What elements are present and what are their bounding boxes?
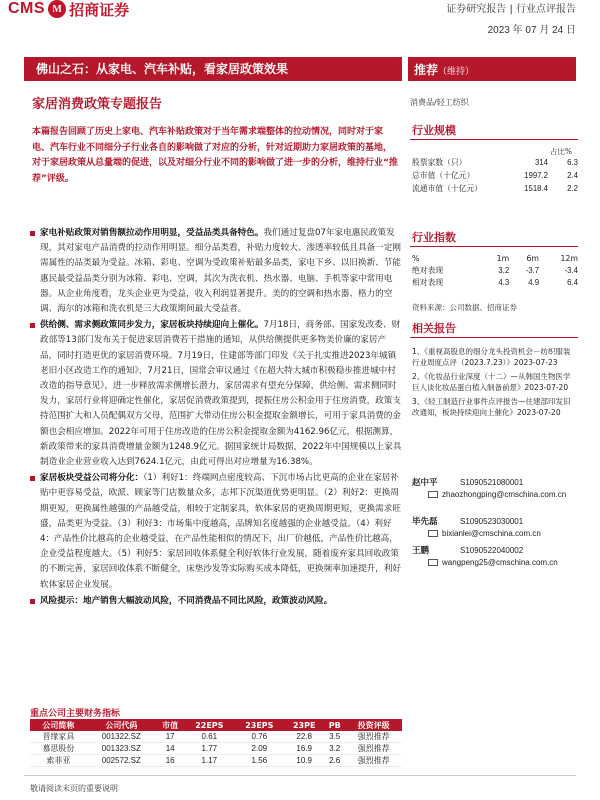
report-date: 2023 年 07 月 24 日 (487, 25, 576, 36)
footer-disclaimer: 敬请阅读末页的重要说明 (30, 784, 118, 793)
company-code: 002572.SZ (101, 756, 141, 765)
index-section-title: 行业指数 (412, 231, 456, 244)
scale-section-title: 行业规模 (412, 124, 456, 137)
analyst-cert-code: S1090521080001 (460, 478, 524, 487)
companies-section-title: 重点公司主要财务指标 (30, 709, 121, 719)
column-header: % (412, 253, 420, 263)
scale-label: 股票家数（只） (412, 158, 467, 167)
report-type: 证券研究报告 | 行业点评报告 (446, 4, 576, 15)
analyst-name: 毕先磊 (412, 517, 438, 527)
column-header: 23PE (292, 720, 316, 730)
industry-label: 消费品/轻工纺织 (410, 98, 469, 107)
company-name: 慕思股份 (42, 744, 75, 753)
column-header: 1m (496, 253, 510, 263)
key-point-body: （1）利好1：终端网点密度较高、下沉市场占比更高的企业在家居补贴中更容易受益，欧派、顾家等门店数量众多，志邦下沉渠道优势更明显。（2）利好2：更换周期更短，更换属性越强的产品越受益，相较于定制家具，软体家居的更换周期更短，更换需求旺盛，品类更为受益。（3）利好3：市场集中度越高，品牌知名度越强的企业越受益。（4）利好4：产品性价比越高的企业越受益，在产品性能相似的情况下，出厂价越低，产品性价比越高，企业受益程度越大。（5）利好5：家居回收体系健全利好软体行业发展，随着废弃家具回收政策的不断完善，家居回收体系不断健全，床垫沙发等实际购买成本降低，更换频率加速提升，利好软体家居企业发展。 (40, 473, 401, 590)
market-cap: 17 (165, 732, 175, 741)
column-header: 公司代码 (105, 720, 138, 730)
eps-22: 1.17 (201, 756, 218, 765)
envelope-icon (428, 559, 438, 566)
related-section-title: 相关报告 (412, 322, 456, 335)
key-point-lead: 家电补贴政策对销售额拉动作用明显，受益品类具备特色。 (40, 228, 264, 238)
analyst-block (412, 544, 578, 567)
perf-value: -3.7 (525, 265, 540, 275)
table-row (412, 169, 578, 182)
section-divider (410, 337, 578, 338)
market-cap: 16 (165, 756, 175, 765)
logo-latin: CMS (8, 0, 46, 17)
market-cap: 14 (165, 744, 175, 753)
perf-value: 3.2 (498, 265, 510, 275)
key-points (30, 226, 402, 610)
scale-share: 2.4 (567, 171, 578, 180)
related-report-item: 1、《重视高股息的细分龙头投资机会－纺织服装行业周度点评（2023.7.23）》2023-07-23 (412, 347, 571, 367)
eps-23: 0.76 (251, 732, 268, 741)
table-row (412, 276, 578, 288)
column-header: 22EPS (195, 720, 224, 730)
scale-label: 流通市值（十亿元） (412, 184, 483, 193)
scale-share: 2.2 (567, 184, 578, 193)
column-header: 公司简称 (42, 720, 75, 730)
pb: 2.6 (329, 756, 341, 765)
key-point-body: 7月18日，商务部、国家发改委、财政部等13部门发布关于促进家居消费若干措施的通知，从供给侧提供更多物美价廉的家居产品，同时打造更优的家居消费环境。7月19日，住建部等部门印发《关于扎实推进2023年城镇老旧小区改造工作的通知》，7月21日，国常会审议通过《在超大特大城市积极稳步推进城中村改造的指导意见》，进一步释放需求侧增长潜力，家居需求有望充分保障，供给侧、需求侧同时发力，家居行业将迎确定性催化，家居促消费政策提到，提振住房公积金用于住房消费，政策支持范围扩大和人员配偶双方父母，范围扩大带动住房公积金提取金额增长，可用于家具消费的金额也会相应增加。2022年可用于住房改造的住房公积金提取金额为4162.96亿元，根据测算，新政策带来的家具消费增量金额为1248.9亿元。据国家统计局数据，2022年中国规模以上家具制造业企业营业收入达到7624.1亿元，由此可得出对应增量为16.38%。 (40, 320, 402, 468)
scale-table (412, 156, 578, 195)
logo-emblem-icon: M (48, 0, 66, 18)
key-point-body: 我们通过复盘07年家电惠民政策发现，其对家电产品消费的拉动作用明显。细分品类看，补贴力度较大、渗透率较低且具备一定刚需属性的品类最为受益。冰箱、彩电、空调为受政策补贴最多品类，家电下乡、以旧换新、节能惠民最受益品类分别为冰箱、彩电、空调，其次为洗衣机、热水器、电脑、手机等家中常用电器。从企业角度看，龙头企业更为受益，收入利润显著提升。美的的空调和热水器、格力的空调、海尔的冰箱和洗衣机是三大政策期间最大受益者。 (40, 228, 401, 315)
pe-23: 10.9 (296, 756, 312, 765)
analyst-block (412, 476, 578, 499)
table-header-row (30, 719, 402, 731)
analyst-email-line (412, 529, 578, 538)
envelope-icon (428, 491, 438, 498)
perf-value: 4.9 (528, 277, 540, 287)
analyst-email-line (412, 558, 578, 567)
section-divider (410, 246, 578, 247)
key-point-lead: 家居板块受益公司将分化： (40, 473, 144, 484)
related-reports-list (412, 346, 578, 421)
report-meta (446, 0, 576, 36)
column-header: 12m (560, 253, 578, 263)
column-header: PB (328, 720, 341, 730)
row-label: 相对表现 (412, 277, 444, 287)
analyst-name: 赵中平 (412, 478, 438, 488)
column-header: 23EPS (245, 720, 274, 730)
company-name: 晋缘家具 (42, 732, 75, 741)
pe-23: 22.8 (296, 732, 312, 741)
analyst-cert-code: S1090522040002 (460, 546, 524, 555)
key-point (30, 318, 402, 470)
eps-23: 2.09 (251, 744, 268, 753)
scale-value: 1997.2 (524, 171, 548, 180)
table-row (412, 156, 578, 169)
pb: 3.2 (329, 744, 341, 753)
rating-note: （维持） (438, 67, 475, 77)
report-subtitle: 家居消费政策专题报告 (32, 97, 163, 112)
company-name: 索菲亚 (46, 756, 71, 765)
eps-22: 1.77 (201, 744, 218, 753)
analyst-email[interactable]: wangpeng25@cmschina.com.cn (442, 558, 558, 567)
scale-value: 1518.4 (524, 184, 548, 193)
risk-warning-text: 风险提示：地产销售大幅波动风险，不同消费品不同比风险，政策波动风险。 (40, 595, 333, 606)
logo-chinese: 招商证券 (69, 0, 130, 19)
envelope-icon (428, 530, 438, 537)
investment-rating: 强烈推荐 (357, 744, 390, 753)
company-logo (8, 0, 129, 18)
table-row (412, 264, 578, 276)
eps-22: 0.61 (201, 732, 218, 741)
key-point (30, 226, 402, 317)
analyst-email[interactable]: zhaozhongping@cmschina.com.cn (442, 490, 567, 499)
rating-banner (408, 57, 576, 81)
investment-rating: 强烈推荐 (357, 732, 390, 741)
analyst-email-line (412, 490, 578, 499)
scale-value: 314 (534, 158, 548, 167)
key-point (30, 471, 402, 593)
company-code: 001322.SZ (101, 732, 141, 741)
table-row (30, 731, 402, 743)
analyst-name: 王鹏 (412, 546, 430, 556)
risk-warning (30, 594, 402, 609)
eps-23: 1.56 (251, 756, 268, 765)
analyst-email[interactable]: bixianlei@cmschina.com.cn (442, 529, 541, 538)
related-report-item: 3、《轻工制造行业事件点评报告—住建部印发旧改通知，板块持续迎向上催化》2023-07-20 (412, 397, 571, 417)
summary-paragraph: 本篇报告回顾了历史上家电、汽车补贴政策对于当年需求端整体的拉动情况，同时对于家电、汽车行业不同细分子行业各自的影响做了对应的分析，针对近期助力家居政策的基地，对于家居政策从总量端的促进，以及对细分行业不同的影响做了进一步的分析，维持行业“推荐”评级。 (32, 127, 398, 184)
company-financials-table (30, 719, 402, 767)
perf-value: 6.4 (567, 277, 578, 287)
table-row (412, 182, 578, 195)
table-row (30, 743, 402, 755)
pe-23: 16.9 (296, 744, 312, 753)
rating-label: 推荐 (414, 63, 439, 77)
analyst-cert-code: S1090523030001 (460, 517, 524, 526)
section-divider (410, 139, 578, 140)
investment-rating: 强烈推荐 (357, 756, 390, 765)
row-label: 绝对表现 (412, 265, 444, 275)
table-header-row (412, 252, 578, 264)
column-header: 市值 (162, 720, 179, 730)
scale-share: 6.3 (567, 158, 578, 167)
key-point-lead: 供给侧、需求侧政策同步发力，家居板块持续迎向上催化。 (40, 320, 264, 331)
analyst-block (412, 515, 578, 538)
related-report-item: 2、《化妆品行业深度（十二）—从韩国生物医学巨人谈化妆品蛋白植入制备前景》2023-07-20 (412, 372, 571, 392)
perf-value: 4.3 (498, 277, 510, 287)
company-code: 001323.SZ (101, 744, 141, 753)
footer-divider (24, 775, 576, 776)
scale-unit-label: 占比% (549, 147, 572, 156)
table-row (30, 755, 402, 767)
column-header: 投资评级 (357, 720, 390, 730)
perf-value: -3.4 (564, 265, 578, 275)
scale-label: 总市值（十亿元） (412, 171, 475, 180)
pb: 3.5 (329, 732, 341, 741)
performance-table (412, 252, 578, 288)
data-source-note: 资料来源：公司数据、招商证券 (412, 303, 517, 312)
report-title: 佛山之石：从家电、汽车补贴，看家居政策效果 (24, 57, 402, 81)
column-header: 6m (526, 253, 540, 263)
